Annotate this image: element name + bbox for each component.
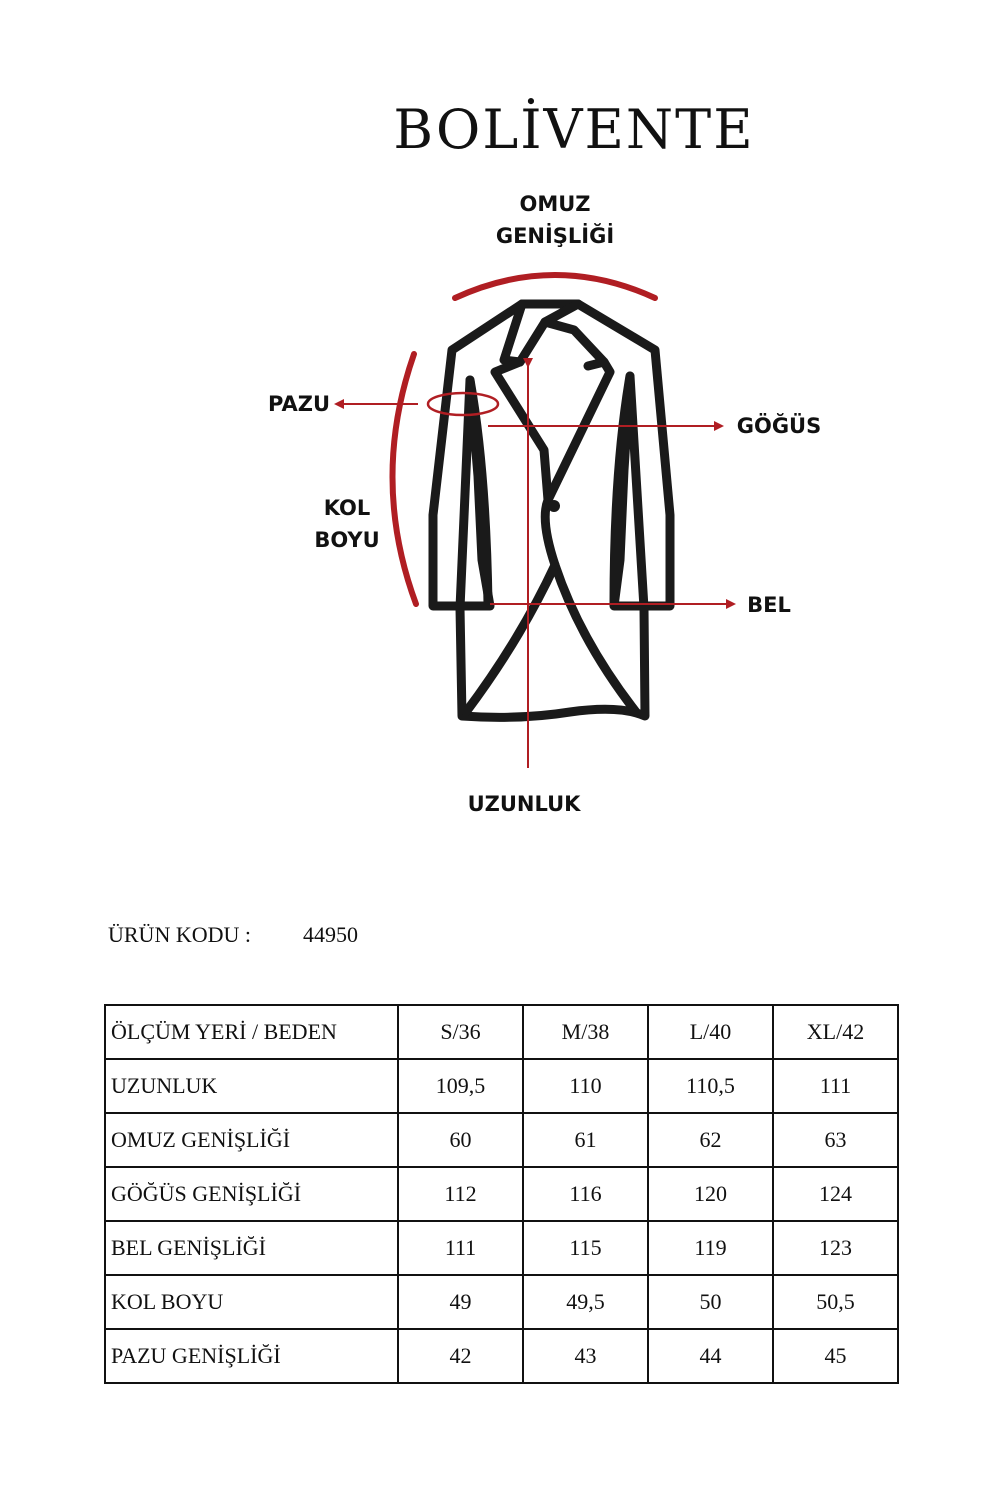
- table-header-cell: ÖLÇÜM YERİ / BEDEN: [105, 1005, 398, 1059]
- table-cell: UZUNLUK: [105, 1059, 398, 1113]
- table-row: [105, 1329, 898, 1383]
- sleeve-length-arc: [392, 354, 416, 604]
- label-sleeve-line1: KOL: [323, 496, 371, 520]
- table-header-cell: L/40: [648, 1005, 773, 1059]
- table-cell: 49: [398, 1275, 523, 1329]
- table-cell: 111: [773, 1059, 898, 1113]
- table-row: [105, 1221, 898, 1275]
- label-shoulder-line1: OMUZ: [519, 192, 591, 216]
- label-shoulder-line2: GENİŞLİĞİ: [495, 224, 615, 248]
- table-row: [105, 1275, 898, 1329]
- size-table: [104, 1004, 899, 1384]
- table-header-cell: XL/42: [773, 1005, 898, 1059]
- table-cell: 112: [398, 1167, 523, 1221]
- label-length: UZUNLUK: [467, 792, 581, 816]
- table-header-cell: M/38: [523, 1005, 648, 1059]
- bicep-ellipse: [428, 393, 498, 415]
- table-cell: 60: [398, 1113, 523, 1167]
- table-cell: PAZU GENİŞLİĞİ: [105, 1329, 398, 1383]
- table-cell: 111: [398, 1221, 523, 1275]
- table-header-cell: S/36: [398, 1005, 523, 1059]
- table-cell: 123: [773, 1221, 898, 1275]
- table-cell: BEL GENİŞLİĞİ: [105, 1221, 398, 1275]
- table-cell: 119: [648, 1221, 773, 1275]
- shoulder-width-arc: [455, 275, 655, 298]
- table-cell: 50: [648, 1275, 773, 1329]
- table-cell: 120: [648, 1167, 773, 1221]
- coat-button: [548, 500, 560, 512]
- table-cell: 43: [523, 1329, 648, 1383]
- table-cell: 49,5: [523, 1275, 648, 1329]
- table-row: [105, 1113, 898, 1167]
- table-cell: 42: [398, 1329, 523, 1383]
- brand-logo-text: BOLİVENTE: [393, 98, 755, 161]
- table-cell: KOL BOYU: [105, 1275, 398, 1329]
- table-cell: 116: [523, 1167, 648, 1221]
- label-shoulder-width: [470, 188, 640, 252]
- table-cell: 109,5: [398, 1059, 523, 1113]
- product-code-label: ÜRÜN KODU :: [108, 922, 251, 947]
- table-cell: 110: [523, 1059, 648, 1113]
- table-cell: 45: [773, 1329, 898, 1383]
- label-sleeve-length: [302, 492, 392, 556]
- table-cell: 124: [773, 1167, 898, 1221]
- product-code-value: 44950: [303, 922, 358, 947]
- table-cell: 63: [773, 1113, 898, 1167]
- label-chest: GÖĞÜS: [736, 414, 822, 438]
- table-row: [105, 1167, 898, 1221]
- product-code-row: [108, 922, 358, 948]
- table-cell: 115: [523, 1221, 648, 1275]
- label-waist: BEL: [747, 593, 791, 617]
- table-header-row: [105, 1005, 898, 1059]
- table-cell: 110,5: [648, 1059, 773, 1113]
- table-cell: 50,5: [773, 1275, 898, 1329]
- table-cell: 62: [648, 1113, 773, 1167]
- table-row: [105, 1059, 898, 1113]
- label-sleeve-line2: BOYU: [314, 528, 380, 552]
- table-cell: 61: [523, 1113, 648, 1167]
- label-bicep: PAZU: [268, 392, 330, 416]
- table-cell: OMUZ GENİŞLİĞİ: [105, 1113, 398, 1167]
- table-cell: 44: [648, 1329, 773, 1383]
- table-cell: GÖĞÜS GENİŞLİĞİ: [105, 1167, 398, 1221]
